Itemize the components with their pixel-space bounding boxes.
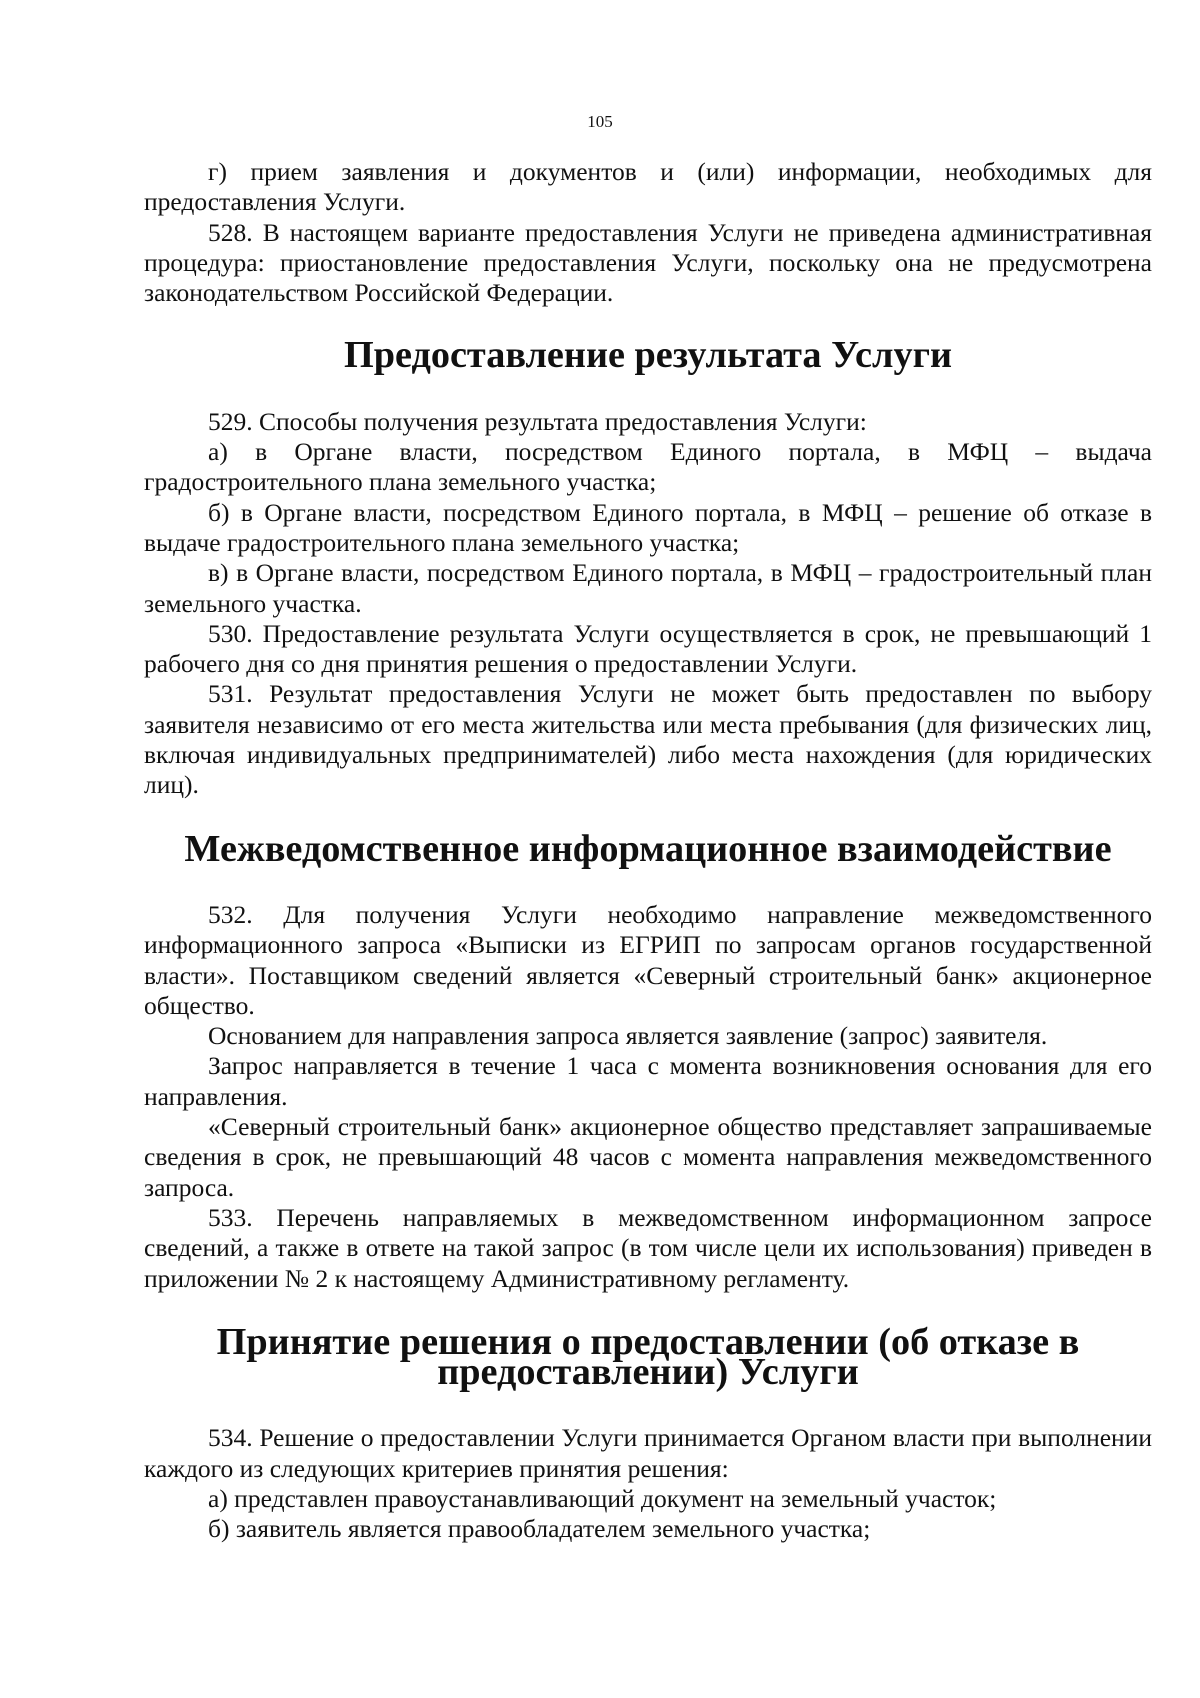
paragraph-528: 528. В настоящем варианте предоставления Услуги не приведена административная процедура: приостановление предоставления Услуги, поскольку она не предусмотрена законодательством Российской Федерации. bbox=[144, 217, 1152, 308]
paragraph-531: 531. Результат предоставления Услуги не может быть предоставлен по выбору заявителя независимо от его места жительства или места пребывания (для физических лиц, включая индивидуальных предпринимателей) либо места нахождения (для юридических лиц). bbox=[144, 679, 1152, 800]
paragraph-529: 529. Способы получения результата предоставления Услуги: bbox=[208, 406, 867, 436]
paragraph-532-basis: Основанием для направления запроса является заявление (запрос) заявителя. bbox=[208, 1021, 1048, 1051]
section-heading-result: Предоставление результата Услуги bbox=[343, 334, 952, 377]
section-heading-interagency: Межведомственное информационное взаимодействие bbox=[184, 827, 1112, 870]
paragraph-534: 534. Решение о предоставлении Услуги принимается Органом власти при выполнении каждого из следующих критериев принятия решения: bbox=[144, 1423, 1152, 1483]
paragraph-item-g: г) прием заявления и документов и (или) информации, необходимых для предоставления Услуги. bbox=[144, 157, 1152, 217]
paragraph-529-a: а) в Органе власти, посредством Единого портала, в МФЦ – выдача градостроительного плана земельного участка; bbox=[144, 437, 1152, 497]
paragraph-533: 533. Перечень направляемых в межведомственном информационном запросе сведений, а также в ответе на такой запрос (в том числе цели их использования) приведен в приложении № 2 к настоящему Административному регламенту. bbox=[144, 1202, 1152, 1293]
paragraph-532-provider: «Северный строительный банк» акционерное общество представляет запрашиваемые сведения в срок, не превышающий 48 часов с момента направления межведомственного запроса. bbox=[144, 1112, 1152, 1202]
paragraph-529-b: б) в Органе власти, посредством Единого портала, в МФЦ – решение об отказе в выдаче градостроительного плана земельного участка; bbox=[144, 497, 1152, 557]
page-number: 105 bbox=[587, 112, 613, 131]
section-heading-decision: Принятие решения о предоставлении (об отказе в предоставлении) Услуги bbox=[216, 1320, 1080, 1394]
paragraph-530: 530. Предоставление результата Услуги осуществляется в срок, не превышающий 1 рабочего дня со дня принятия решения о предоставлении Услуги. bbox=[144, 618, 1152, 679]
paragraph-534-b: б) заявитель является правообладателем земельного участка; bbox=[208, 1514, 871, 1544]
paragraph-532-timing: Запрос направляется в течение 1 часа с момента возникновения основания для его направления. bbox=[144, 1051, 1152, 1111]
paragraph-534-a: а) представлен правоустанавливающий документ на земельный участок; bbox=[208, 1483, 997, 1513]
document-body bbox=[144, 157, 1152, 1545]
paragraph-532: 532. Для получения Услуги необходимо направление межведомственного информационного запроса «Выписки из ЕГРИП по запросам органов государственной власти». Поставщиком сведений является «Северный строительный банк» акционерное общество. bbox=[144, 899, 1152, 1020]
paragraph-529-v: в) в Органе власти, посредством Единого портала, в МФЦ – градостроительный план земельного участка. bbox=[144, 558, 1152, 618]
